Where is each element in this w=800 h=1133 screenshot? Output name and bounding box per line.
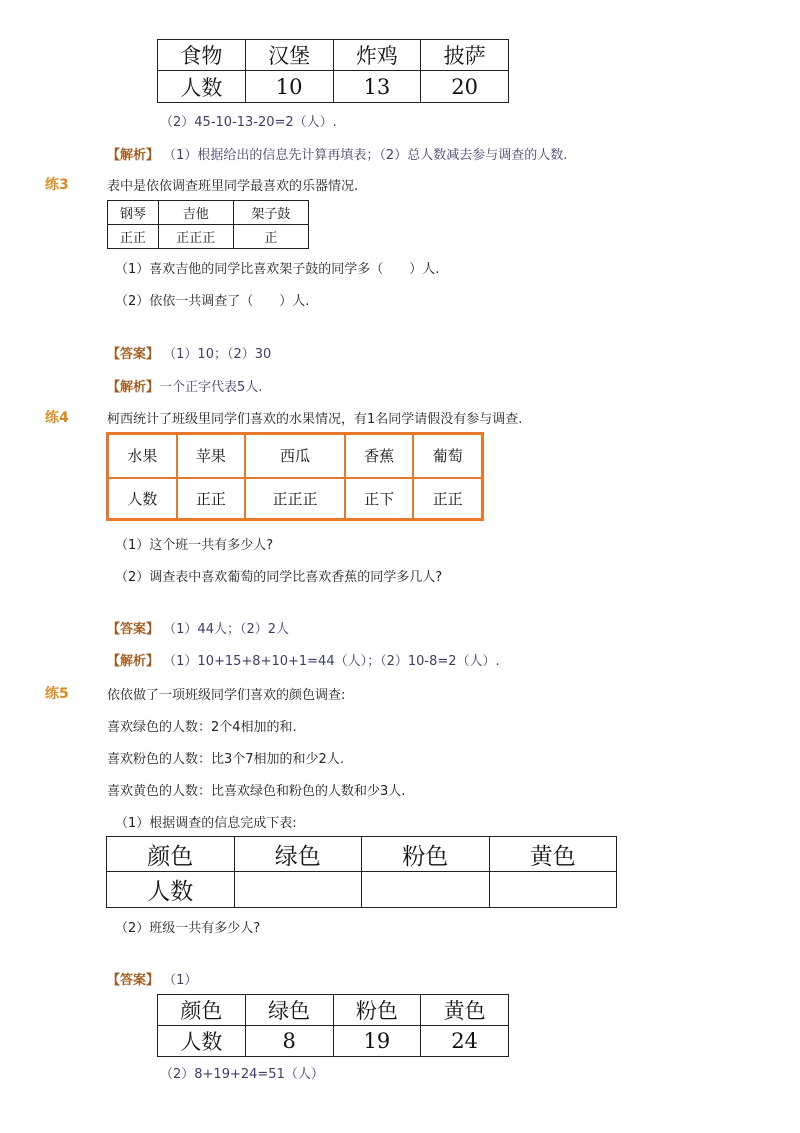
exercise-3-analysis <box>107 376 262 395</box>
table-cell: 架子鼓 <box>233 201 308 225</box>
table-cell: 西瓜 <box>245 434 345 478</box>
exercise-3-q2: （2）依依一共调查了（ ）人. <box>115 294 310 309</box>
analysis-label: 【解析】 <box>107 148 160 163</box>
table-cell: 食物 <box>158 40 246 71</box>
table-cell: 吉他 <box>158 201 233 225</box>
table-cell: 苹果 <box>177 434 245 478</box>
table-cell: 人数 <box>107 872 235 908</box>
table-cell: 粉色 <box>362 837 490 872</box>
table-cell: 24 <box>421 1026 509 1057</box>
table-cell: 人数 <box>108 478 177 520</box>
food-table <box>157 39 509 103</box>
exercise-5-line-1: 喜欢绿色的人数：2个4相加的和. <box>107 720 297 735</box>
answer-label: 【答案】 <box>107 622 160 637</box>
color-answer-table <box>157 994 509 1057</box>
exercise-3-answer <box>107 343 271 362</box>
table-cell: 正下 <box>345 478 413 520</box>
table-cell: 13 <box>333 71 421 103</box>
table-row <box>158 1026 509 1057</box>
table-cell: 颜色 <box>158 995 246 1026</box>
food-q2-answer: （2）45-10-13-20=2（人）. <box>160 115 337 130</box>
exercise-5-q1: （1）根据调查的信息完成下表: <box>115 816 297 831</box>
table-cell: 正正正 <box>158 225 233 249</box>
table-cell: 绿色 <box>234 837 362 872</box>
instrument-table <box>107 200 309 249</box>
food-analysis <box>107 144 567 163</box>
exercise-3-label: 练3 <box>45 177 69 193</box>
table-cell: 正 <box>233 225 308 249</box>
answer-text: （1）10；（2）30 <box>163 347 272 362</box>
analysis-label: 【解析】 <box>107 654 160 669</box>
exercise-5-label: 练5 <box>45 686 69 702</box>
exercise-4-answer <box>107 618 289 637</box>
table-cell: 正正 <box>108 225 159 249</box>
answer-text: （1）44人；（2）2人 <box>163 622 290 637</box>
blank-cell <box>234 872 362 908</box>
table-cell: 颜色 <box>107 837 235 872</box>
table-row <box>108 201 309 225</box>
table-cell: 人数 <box>158 1026 246 1057</box>
table-cell: 黄色 <box>489 837 617 872</box>
answer-label: 【答案】 <box>107 347 160 362</box>
table-row <box>108 434 483 478</box>
exercise-3-q1: （1）喜欢吉他的同学比喜欢架子鼓的同学多（ ）人. <box>115 262 440 277</box>
exercise-5-line-2: 喜欢粉色的人数：比3个7相加的和少2人. <box>107 752 344 767</box>
analysis-text: （1）根据给出的信息先计算再填表；（2）总人数减去参与调查的人数. <box>163 148 568 163</box>
blank-cell <box>362 872 490 908</box>
analysis-text: （1）10+15+8+10+1=44（人）；（2）10-8=2（人）. <box>163 654 500 669</box>
exercise-4-q1: （1）这个班一共有多少人? <box>115 538 274 553</box>
analysis-label: 【解析】 <box>107 380 160 395</box>
table-cell: 披萨 <box>421 40 509 71</box>
table-cell: 10 <box>245 71 333 103</box>
table-cell: 黄色 <box>421 995 509 1026</box>
table-row <box>107 837 617 872</box>
analysis-text: 一个正字代表5人. <box>159 380 263 395</box>
exercise-4-prompt: 柯西统计了班级里同学们喜欢的水果情况，有1名同学请假没有参与调查. <box>107 412 523 427</box>
answer-text: （1） <box>163 973 198 988</box>
table-row <box>158 71 509 103</box>
exercise-3-prompt: 表中是依依调查班里同学最喜欢的乐器情况. <box>107 179 359 194</box>
table-cell: 葡萄 <box>413 434 482 478</box>
exercise-5-answer-q2: （2）8+19+24=51（人） <box>160 1067 324 1082</box>
exercise-4-analysis <box>107 650 500 669</box>
table-row <box>108 225 309 249</box>
table-cell: 水果 <box>108 434 177 478</box>
table-row <box>158 995 509 1026</box>
exercise-5-q2: （2）班级一共有多少人? <box>115 921 261 936</box>
table-cell: 炸鸡 <box>333 40 421 71</box>
fruit-table <box>106 432 484 521</box>
table-row <box>108 478 483 520</box>
table-cell: 正正正 <box>245 478 345 520</box>
table-row <box>158 40 509 71</box>
table-cell: 钢琴 <box>108 201 159 225</box>
exercise-4-q2: （2）调查表中喜欢葡萄的同学比喜欢香蕉的同学多几人? <box>115 570 443 585</box>
blank-cell <box>489 872 617 908</box>
color-blank-table <box>106 836 617 908</box>
table-cell: 20 <box>421 71 509 103</box>
table-cell: 汉堡 <box>245 40 333 71</box>
answer-label: 【答案】 <box>107 973 160 988</box>
table-row <box>107 872 617 908</box>
table-cell: 正正 <box>177 478 245 520</box>
exercise-5-prompt: 依依做了一项班级同学们喜欢的颜色调查: <box>107 688 346 703</box>
table-cell: 粉色 <box>333 995 421 1026</box>
table-cell: 8 <box>245 1026 333 1057</box>
exercise-5-line-3: 喜欢黄色的人数：比喜欢绿色和粉色的人数和少3人. <box>107 784 406 799</box>
table-cell: 香蕉 <box>345 434 413 478</box>
exercise-5-answer <box>107 969 197 988</box>
table-cell: 正正 <box>413 478 482 520</box>
table-cell: 绿色 <box>245 995 333 1026</box>
exercise-4-label: 练4 <box>45 410 69 426</box>
table-cell: 人数 <box>158 71 246 103</box>
table-cell: 19 <box>333 1026 421 1057</box>
